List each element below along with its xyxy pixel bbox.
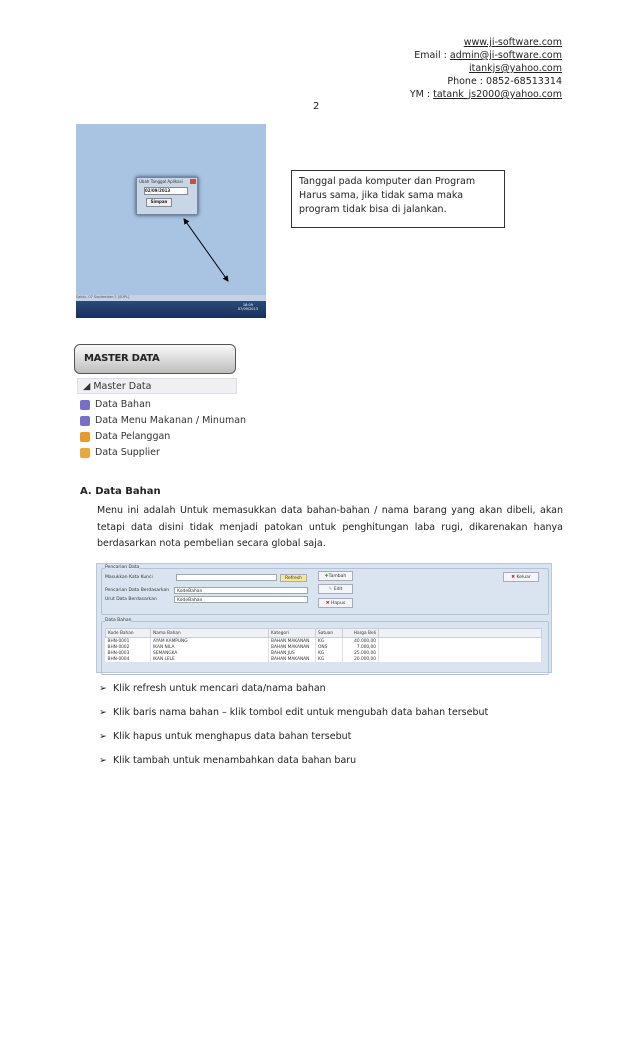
basket-icon [80, 448, 90, 458]
exit-button[interactable] [503, 572, 539, 582]
table-cell: ONS [316, 644, 343, 650]
ym-link[interactable]: tatank_js2000@yahoo.com [433, 89, 562, 100]
arrow-bullet-icon: ➢ [99, 683, 107, 694]
table-cell: KG [316, 656, 343, 662]
table-cell: IKAN LELE [151, 656, 269, 662]
data-group-label: Data Bahan [105, 618, 132, 623]
bullet-text: Klik tambah untuk menambahkan data bahan baru [112, 755, 357, 766]
table-cell: KG [316, 650, 343, 656]
table-cell: BAHAN MAKANAN [269, 638, 316, 645]
search-by-select[interactable]: KodeBahan [174, 587, 308, 594]
bullet-text: Klik baris nama bahan – klik tombol edit untuk mengubah data bahan tersebut [112, 707, 489, 718]
table-cell: AYAM KAMPUNG [151, 638, 269, 645]
status-bar: Sabtu, 07 September 2 [SUPL] [76, 295, 266, 301]
data-bahan-table [105, 628, 542, 662]
table-cell: 20.000,00 [343, 656, 379, 662]
table-cell: BHN-0004 [106, 656, 151, 662]
phone-text: Phone : 0852-68513314 [447, 76, 562, 87]
dialog-title: Ubah Tanggal Aplikasi [139, 179, 183, 184]
column-header[interactable]: Kategori [269, 629, 316, 638]
delete-button[interactable] [318, 598, 353, 608]
edit-label: Edit [333, 587, 343, 592]
menu-item-data-menu[interactable] [80, 415, 246, 426]
menu-item-label: Data Pelanggan [95, 431, 171, 442]
callout-note: Tanggal pada komputer dan Program Harus sama, jika tidak sama maka program tidak bisa di jalankan. [291, 170, 505, 228]
table-cell: 7.000,00 [343, 644, 379, 650]
customer-icon [80, 432, 90, 442]
menu-item-label: Data Bahan [95, 399, 151, 410]
search-group-label: Pencarian Data [105, 565, 140, 570]
column-header[interactable]: Harga Beli [343, 629, 379, 638]
email-link-2[interactable]: itankjs@yahoo.com [468, 63, 562, 74]
master-data-header: MASTER DATA [74, 344, 236, 374]
delete-label: Hapus [331, 601, 346, 606]
bullet-item [99, 755, 356, 766]
cutlery-icon [80, 416, 90, 426]
table-cell: BHN-0003 [106, 650, 151, 656]
bullet-item [99, 731, 351, 742]
table-cell: BHN-0001 [106, 638, 151, 645]
menu-item-data-supplier[interactable] [80, 447, 160, 458]
exit-icon: ✖ [511, 575, 517, 580]
delete-icon: ✖ [325, 601, 331, 606]
table-cell: BHN-0002 [106, 644, 151, 650]
website-link[interactable]: www.ji-software.com [463, 37, 562, 48]
bullet-text: Klik refresh untuk mencari data/nama bahan [112, 683, 326, 694]
tree-root-master-data[interactable]: ◢ Master Data [77, 378, 237, 394]
column-header[interactable]: Nama Bahan [151, 629, 269, 638]
table-cell: BAHAN MAKANAN [269, 656, 316, 662]
data-bahan-window [96, 563, 552, 673]
ym-label: YM : [409, 89, 431, 100]
table-cell: 25.000,00 [343, 650, 379, 656]
table-cell: 40.000,00 [343, 638, 379, 645]
keyword-input[interactable] [176, 574, 277, 581]
keyword-label: Masukkan Kata Kunci [105, 575, 153, 580]
arrow-icon [76, 124, 266, 318]
clock-date: 07/09/2013 [237, 307, 258, 311]
column-header-empty [379, 629, 542, 638]
taskbar [76, 301, 266, 318]
menu-item-label: Data Supplier [95, 447, 160, 458]
table-cell: KG [316, 638, 343, 645]
add-label: Tambah [328, 574, 347, 579]
arrow-bullet-icon: ➢ [99, 755, 107, 766]
email-label: Email : [414, 50, 447, 61]
table-row[interactable] [106, 656, 542, 662]
menu-item-data-bahan[interactable] [80, 399, 151, 410]
exit-label: Keluar [516, 575, 531, 580]
table-cell: BAHAN MAKANAN [269, 644, 316, 650]
edit-button[interactable] [318, 584, 353, 594]
sort-by-label: Urut Data Berdasarkan [105, 597, 157, 602]
bullet-item [99, 683, 326, 694]
table-cell: BAHAN JUS [269, 650, 316, 656]
table-cell: IKAN NILA [151, 644, 269, 650]
contact-header [410, 36, 562, 101]
save-button: Simpan [146, 198, 172, 207]
arrow-bullet-icon: ➢ [99, 707, 107, 718]
desktop-screenshot [76, 124, 266, 318]
section-paragraph: Menu ini adalah Untuk memasukkan data bahan-bahan / nama barang yang akan dibeli, akan tetapi data disini tidak menjadi patokan untuk penghitungan laba rugi, dikarenakan hanya berdasarkan nota pembelian secara global saja. [97, 505, 563, 549]
search-by-label: Pencarian Data Berdasarkan [105, 588, 170, 593]
refresh-button[interactable]: Refresh [280, 574, 307, 582]
plus-icon: ✚ [324, 574, 329, 579]
bullet-item [99, 707, 488, 718]
email-link[interactable]: admin@ji-software.com [449, 50, 562, 61]
menu-item-data-pelanggan[interactable] [80, 431, 170, 442]
table-header-row [106, 629, 542, 638]
column-header[interactable]: Kode Bahan [106, 629, 151, 638]
table-cell: SEMANGKA [151, 650, 269, 656]
clock-time: 18:09 [242, 303, 253, 307]
arrow-bullet-icon: ➢ [99, 731, 107, 742]
date-field: 02/09/2013 [144, 187, 188, 195]
menu-item-label: Data Menu Makanan / Minuman [95, 415, 247, 426]
tree-root-label: Master Data [93, 381, 152, 392]
table-cell-empty [379, 656, 542, 662]
add-button[interactable] [318, 571, 353, 581]
sort-by-select[interactable]: KodeBahan [174, 596, 308, 603]
pencil-icon: ✎ [328, 587, 334, 592]
bullet-text: Klik hapus untuk menghapus data bahan tersebut [112, 731, 352, 742]
column-header[interactable]: Satuan [316, 629, 343, 638]
ingredient-icon [80, 400, 90, 410]
page-number: 2 [313, 101, 320, 112]
section-heading: A. Data Bahan [80, 486, 161, 497]
